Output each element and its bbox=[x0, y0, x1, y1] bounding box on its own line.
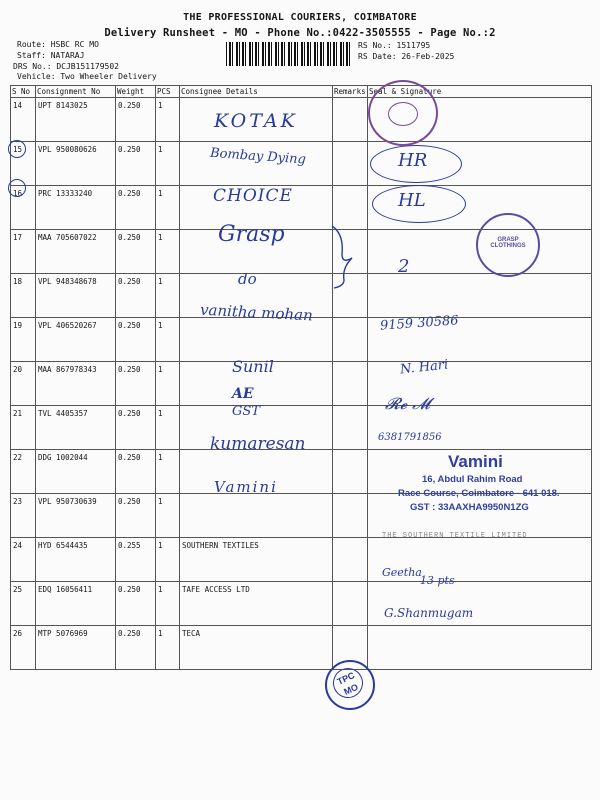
table-row bbox=[11, 362, 592, 406]
col-weight: Weight bbox=[116, 86, 156, 98]
sno: 23 bbox=[11, 494, 36, 538]
table-row bbox=[11, 98, 592, 142]
sno: 16 bbox=[11, 186, 36, 230]
consignment-no: VPL 948348678 bbox=[36, 274, 116, 318]
pcs: 1 bbox=[156, 538, 180, 582]
grasp-stamp-text: GRASP CLOTHINGS bbox=[490, 237, 526, 249]
remarks bbox=[333, 318, 368, 362]
sno: 22 bbox=[11, 450, 36, 494]
remarks bbox=[333, 142, 368, 186]
weight: 0.250 bbox=[116, 626, 156, 670]
vamini-stamp-gst: GST : 33AAXHA9950N1ZG bbox=[410, 502, 529, 513]
consignment-no: DDG 1002044 bbox=[36, 450, 116, 494]
pcs: 1 bbox=[156, 582, 180, 626]
pcs: 1 bbox=[156, 494, 180, 538]
route-label: Route: HSBC RC MO bbox=[17, 40, 99, 49]
sig-row19: 9159 30586 bbox=[379, 313, 460, 334]
weight: 0.250 bbox=[116, 450, 156, 494]
weight: 0.250 bbox=[116, 406, 156, 450]
weight: 0.250 bbox=[116, 98, 156, 142]
hw-row14: KOTAK bbox=[214, 110, 298, 132]
consignment-no: HYD 6544435 bbox=[36, 538, 116, 582]
sno: 14 bbox=[11, 98, 36, 142]
col-pcs: PCS bbox=[156, 86, 180, 98]
pcs: 1 bbox=[156, 318, 180, 362]
sig-row15: HR bbox=[398, 150, 428, 171]
signature bbox=[368, 494, 592, 538]
consignment-no: EDQ 16056411 bbox=[36, 582, 116, 626]
sno: 19 bbox=[11, 318, 36, 362]
col-sno: S No bbox=[11, 86, 36, 98]
vamini-stamp-name: Vamini bbox=[448, 452, 503, 471]
hw-row16: CHOICE bbox=[213, 186, 293, 206]
consignee bbox=[180, 494, 333, 538]
sno: 24 bbox=[11, 538, 36, 582]
vamini-stamp-address1: 16, Abdul Rahim Road bbox=[422, 474, 523, 485]
hw-row22: kumaresan bbox=[210, 434, 306, 454]
hw-row15: Bombay Dying bbox=[209, 145, 307, 168]
hw-row21b: GST bbox=[232, 404, 260, 419]
sno: 26 bbox=[11, 626, 36, 670]
consignment-no: UPT 8143025 bbox=[36, 98, 116, 142]
hw-row20: Sunil bbox=[232, 357, 274, 376]
vamini-stamp-address2: Race Course, Coimbatore - 641 018. bbox=[398, 488, 560, 499]
company-title: THE PROFESSIONAL COURIERS, COIMBATORE bbox=[183, 12, 417, 23]
pcs: 1 bbox=[156, 406, 180, 450]
consignee: SOUTHERN TEXTILES bbox=[180, 538, 333, 582]
remarks bbox=[333, 98, 368, 142]
staff-label: Staff: NATARAJ bbox=[17, 51, 85, 60]
col-signature: Seal & Signature bbox=[368, 86, 592, 98]
hw-row23: Vamini bbox=[214, 478, 278, 496]
pcs: 1 bbox=[156, 230, 180, 274]
sig-row20: N. Hari bbox=[399, 357, 449, 378]
table-row bbox=[11, 450, 592, 494]
runsheet-subtitle: Delivery Runsheet - MO - Phone No.:0422-3505555 - Page No.:2 bbox=[104, 27, 496, 39]
remarks bbox=[333, 450, 368, 494]
sno: 25 bbox=[11, 582, 36, 626]
sig-row21: 𝓡𝓮 𝓜 bbox=[385, 394, 431, 413]
consignee: TECA bbox=[180, 626, 333, 670]
tpc-seal bbox=[325, 660, 375, 710]
weight: 0.250 bbox=[116, 142, 156, 186]
weight: 0.250 bbox=[116, 318, 156, 362]
pcs: 1 bbox=[156, 186, 180, 230]
table-header-row bbox=[11, 86, 592, 98]
table-row bbox=[11, 582, 592, 626]
weight: 0.250 bbox=[116, 582, 156, 626]
hw-row17: Grasp bbox=[218, 222, 285, 247]
pcs: 1 bbox=[156, 142, 180, 186]
sig-row25: Geetha bbox=[382, 566, 422, 579]
drs-number: DRS No.: DCJB151179502 bbox=[13, 62, 119, 71]
sno: 20 bbox=[11, 362, 36, 406]
barcode bbox=[226, 42, 351, 66]
table-row bbox=[11, 538, 592, 582]
remarks bbox=[333, 494, 368, 538]
pcs: 1 bbox=[156, 450, 180, 494]
consignment-no: VPL 950730639 bbox=[36, 494, 116, 538]
signature bbox=[368, 626, 592, 670]
weight: 0.250 bbox=[116, 230, 156, 274]
consignment-no: VPL 950080626 bbox=[36, 142, 116, 186]
sig-row16: HL bbox=[398, 190, 426, 211]
weight: 0.250 bbox=[116, 494, 156, 538]
remarks bbox=[333, 582, 368, 626]
sig-row22: 6381791856 bbox=[378, 432, 442, 443]
col-consignment: Consignment No bbox=[36, 86, 116, 98]
pcs: 1 bbox=[156, 626, 180, 670]
weight: 0.250 bbox=[116, 274, 156, 318]
pcs: 1 bbox=[156, 98, 180, 142]
pcs: 1 bbox=[156, 362, 180, 406]
grasp-stamp bbox=[476, 213, 540, 277]
consignment-no: MTP 5076969 bbox=[36, 626, 116, 670]
sig-row26: G.Shanmugam bbox=[384, 606, 474, 620]
runsheet-table bbox=[10, 85, 592, 670]
vehicle-label: Vehicle: Two Wheeler Delivery bbox=[17, 72, 157, 81]
remarks bbox=[333, 362, 368, 406]
hw-row18: do bbox=[238, 270, 257, 288]
consignment-no: MAA 867978343 bbox=[36, 362, 116, 406]
col-remarks: Remarks bbox=[334, 87, 366, 96]
remarks bbox=[333, 186, 368, 230]
weight: 0.255 bbox=[116, 538, 156, 582]
hw-row21a: AE bbox=[232, 386, 254, 402]
rs-number: RS No.: 1511795 bbox=[358, 41, 431, 50]
sno: 15 bbox=[11, 142, 36, 186]
remarks bbox=[333, 406, 368, 450]
rs-date: RS Date: 26-Feb-2025 bbox=[358, 52, 455, 61]
sno: 21 bbox=[11, 406, 36, 450]
southern-stamp: THE SOUTHERN TEXTILE LIMITED bbox=[382, 532, 528, 540]
pcs: 1 bbox=[156, 274, 180, 318]
consignment-no: TVL 4405357 bbox=[36, 406, 116, 450]
sig-row25b: 13 pts bbox=[420, 574, 455, 587]
consignment-no: PRC 13333240 bbox=[36, 186, 116, 230]
row-16-circle bbox=[8, 179, 26, 197]
sig-row18: 2 bbox=[398, 256, 410, 277]
row-15-circle bbox=[8, 140, 26, 158]
consignment-no: MAA 705607022 bbox=[36, 230, 116, 274]
consignee: TAFE ACCESS LTD bbox=[180, 582, 333, 626]
weight: 0.250 bbox=[116, 186, 156, 230]
remarks bbox=[333, 538, 368, 582]
weight: 0.250 bbox=[116, 362, 156, 406]
sno: 18 bbox=[11, 274, 36, 318]
col-consignee: Consignee Details bbox=[180, 86, 333, 98]
hw-row19: vanitha mohan bbox=[199, 300, 314, 325]
signature bbox=[368, 274, 592, 318]
table-row bbox=[11, 626, 592, 670]
sno: 17 bbox=[11, 230, 36, 274]
tpc-seal-text: TPC MO bbox=[328, 663, 368, 703]
top-seal bbox=[368, 80, 438, 146]
brace-mark bbox=[328, 224, 368, 290]
table-row bbox=[11, 318, 592, 362]
consignment-no: VPL 406520267 bbox=[36, 318, 116, 362]
table-row bbox=[11, 494, 592, 538]
